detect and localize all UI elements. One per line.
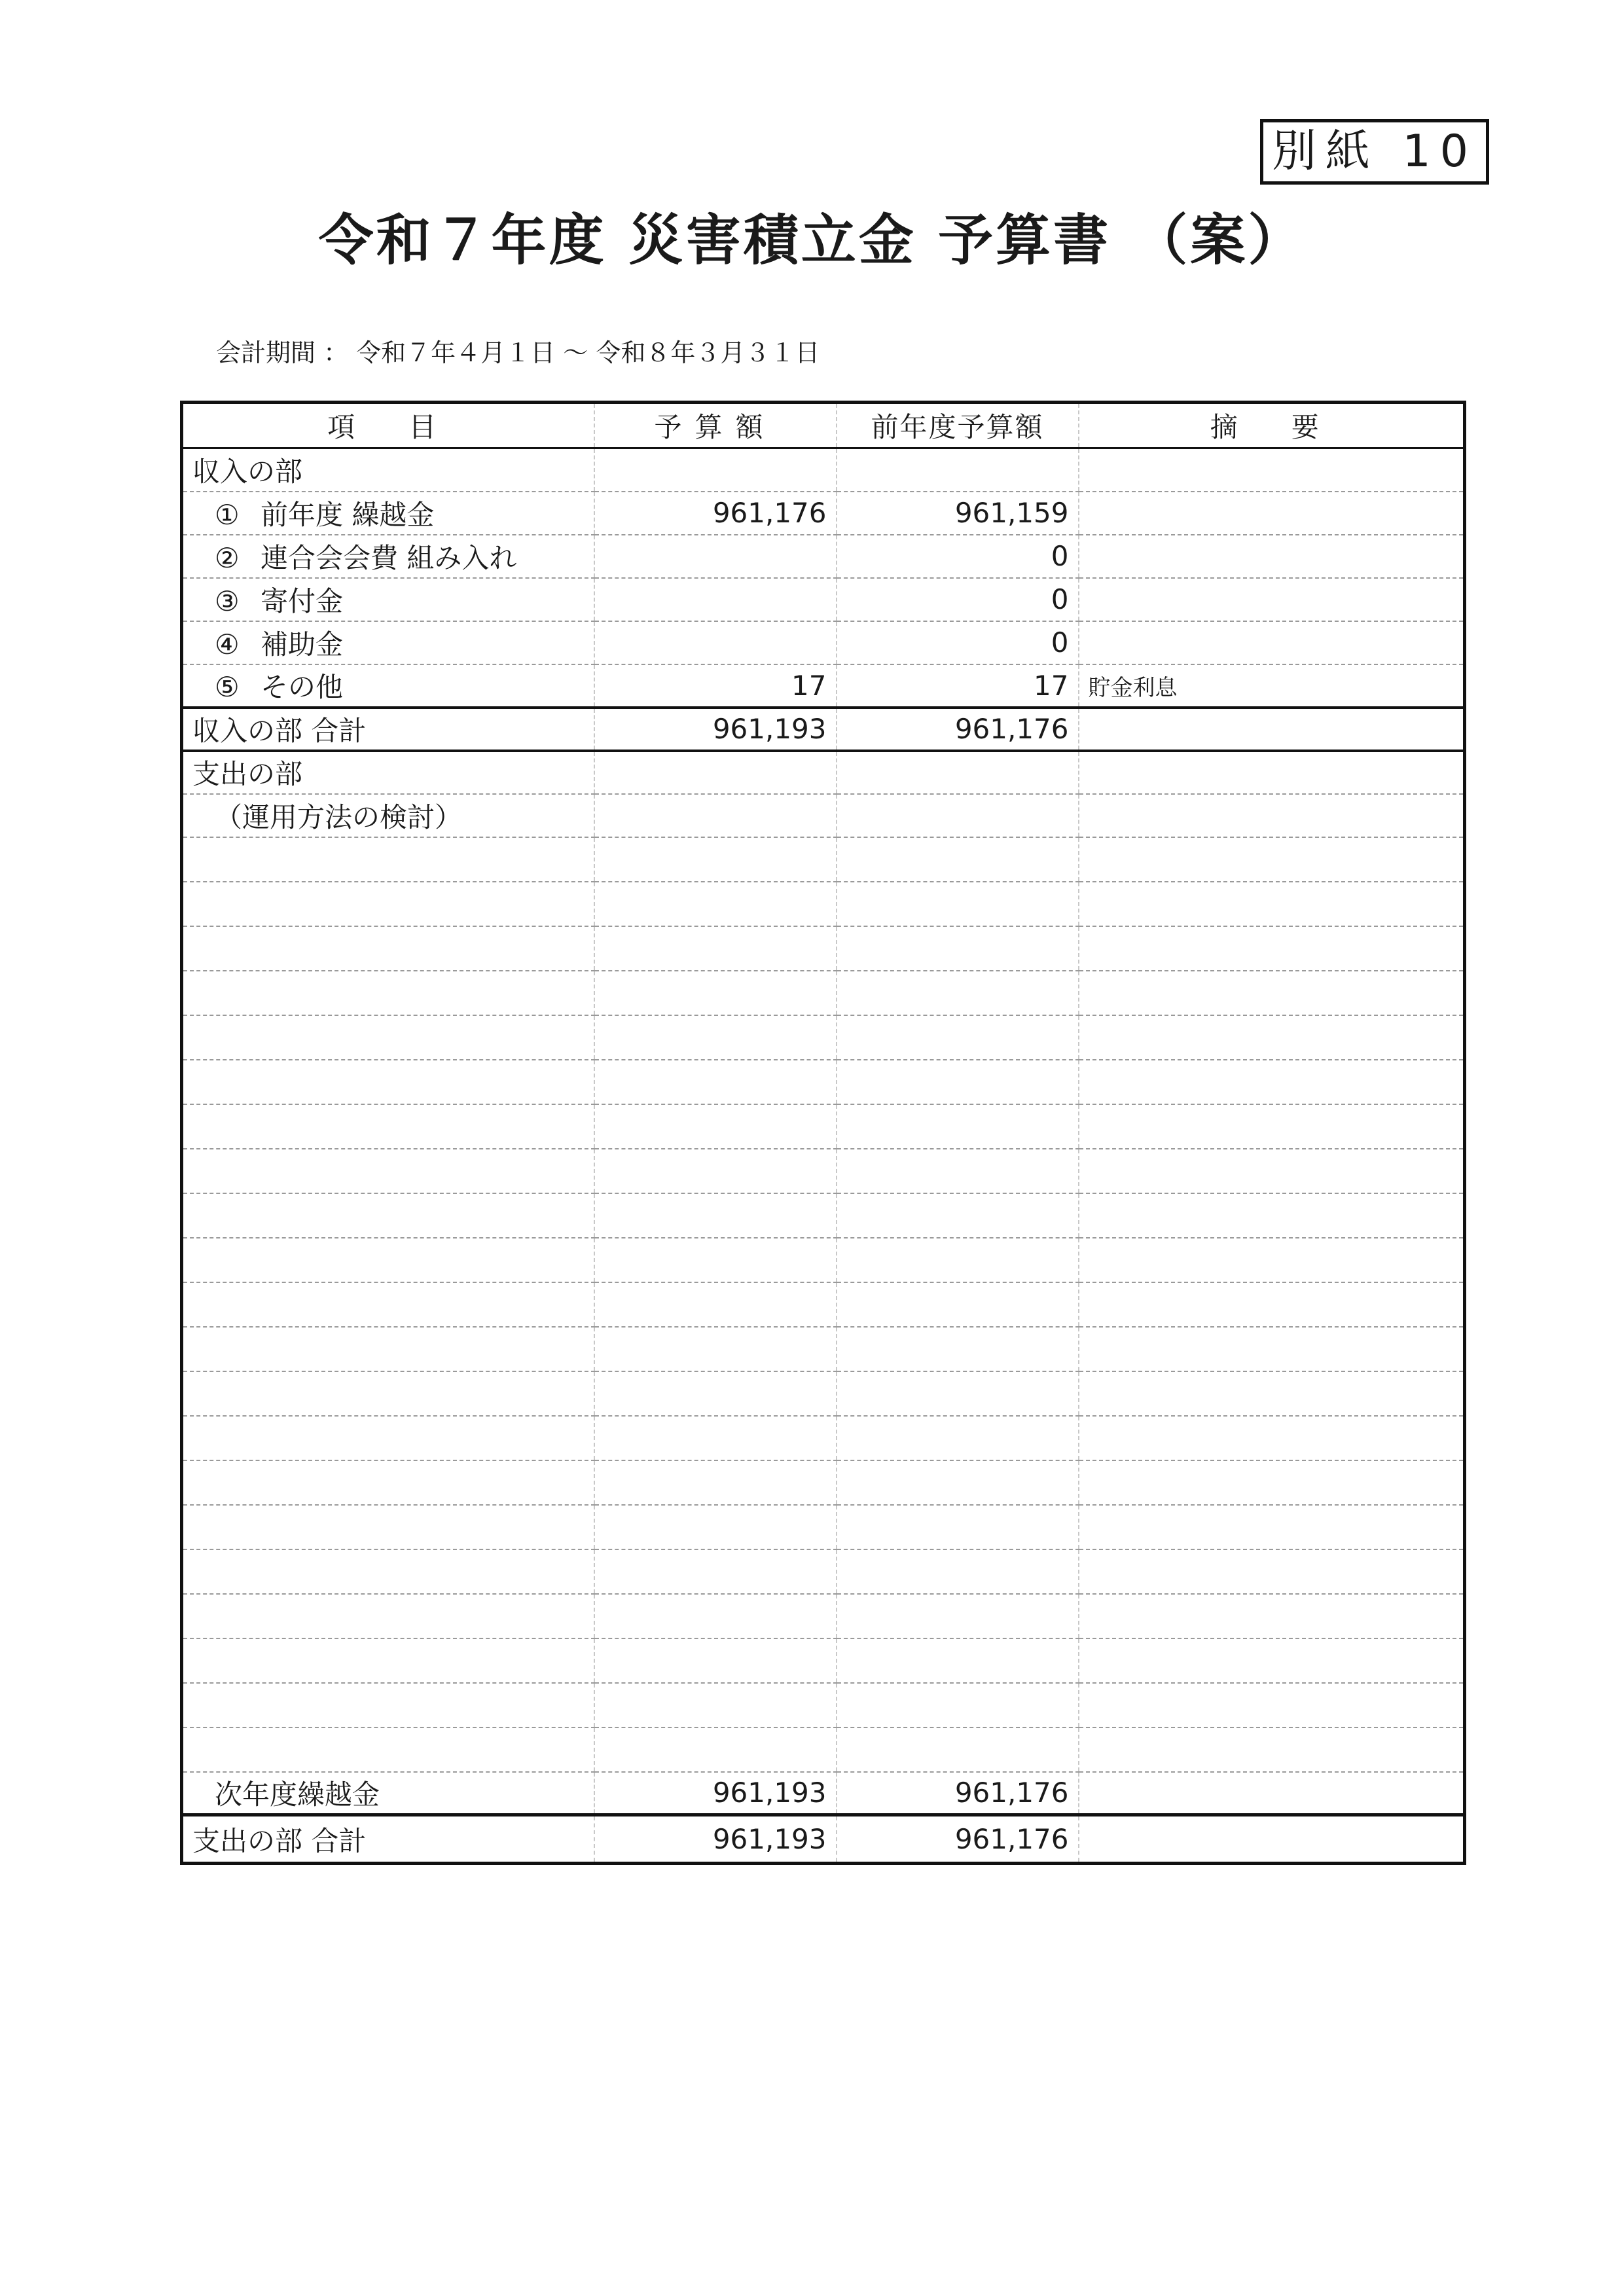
expense-note: （運用方法の検討） (182, 794, 594, 837)
blank-row (182, 971, 1465, 1015)
row-memo (1079, 535, 1465, 578)
header-row (182, 403, 1465, 448)
header-item: 項 目 (182, 403, 594, 448)
row-number: ③ (215, 585, 240, 617)
row-budget: 17 (594, 664, 837, 708)
expense-total-prev: 961,176 (837, 1815, 1079, 1864)
blank-row (182, 1683, 1465, 1727)
row-prev-budget: 0 (837, 535, 1079, 578)
blank-row (182, 1416, 1465, 1460)
row-prev-budget: 0 (837, 578, 1079, 621)
income-section-row (182, 448, 1465, 492)
carryover-row (182, 1772, 1465, 1815)
header-prev-budget: 前年度予算額 (837, 403, 1079, 448)
row-number: ④ (215, 628, 240, 660)
blank-row (182, 1727, 1465, 1772)
row-label: 寄付金 (261, 585, 344, 617)
table-row (182, 621, 1465, 664)
blank-row (182, 1371, 1465, 1416)
table-row (182, 535, 1465, 578)
table-row (182, 578, 1465, 621)
expense-total-row (182, 1815, 1465, 1864)
expense-total-label: 支出の部 合計 (182, 1815, 594, 1864)
income-section-label: 収入の部 (182, 448, 594, 492)
row-number: ② (215, 541, 240, 574)
row-label: 前年度 繰越金 (261, 498, 435, 531)
expense-note-row (182, 794, 1465, 837)
row-prev-budget: 17 (837, 664, 1079, 708)
expense-section-label: 支出の部 (182, 751, 594, 794)
carryover-budget: 961,193 (594, 1772, 837, 1815)
blank-row (182, 1505, 1465, 1549)
blank-row (182, 1549, 1465, 1594)
row-memo (1079, 492, 1465, 535)
blank-row (182, 1638, 1465, 1683)
blank-row (182, 1282, 1465, 1327)
row-budget (594, 535, 837, 578)
row-label: その他 (261, 671, 344, 703)
row-memo: 貯金利息 (1079, 664, 1465, 708)
blank-row (182, 1594, 1465, 1638)
blank-row (182, 1460, 1465, 1505)
attachment-label: 別紙 10 (1260, 119, 1489, 185)
blank-row (182, 837, 1465, 882)
expense-total-budget: 961,193 (594, 1815, 837, 1864)
row-budget (594, 621, 837, 664)
blank-row (182, 1193, 1465, 1238)
income-total-prev: 961,176 (837, 708, 1079, 751)
header-budget: 予算額 (594, 403, 837, 448)
row-prev-budget: 0 (837, 621, 1079, 664)
row-budget: 961,176 (594, 492, 837, 535)
row-budget (594, 578, 837, 621)
row-number: ① (215, 498, 240, 531)
budget-table (180, 401, 1466, 1865)
carryover-prev: 961,176 (837, 1772, 1079, 1815)
table-row (182, 492, 1465, 535)
row-number: ⑤ (215, 671, 240, 703)
income-total-label: 収入の部 合計 (182, 708, 594, 751)
blank-row (182, 926, 1465, 971)
expense-section-row (182, 751, 1465, 794)
blank-rows (182, 837, 1465, 1772)
blank-row (182, 1015, 1465, 1060)
row-label: 連合会会費 組み入れ (261, 541, 517, 574)
blank-row (182, 1238, 1465, 1282)
blank-row (182, 1060, 1465, 1104)
blank-row (182, 1327, 1465, 1371)
row-memo (1079, 621, 1465, 664)
header-memo: 摘 要 (1079, 403, 1465, 448)
table-row (182, 664, 1465, 708)
blank-row (182, 1104, 1465, 1149)
row-prev-budget: 961,159 (837, 492, 1079, 535)
row-label: 補助金 (261, 628, 344, 660)
accounting-period: 会計期間 ： 令和７年４月１日 ～ 令和８年３月３１日 (216, 338, 820, 367)
carryover-label: 次年度繰越金 (182, 1772, 594, 1815)
income-total-row (182, 708, 1465, 751)
document-title: 令和７年度 災害積立金 予算書 （案） (318, 208, 1306, 272)
row-memo (1079, 578, 1465, 621)
blank-row (182, 882, 1465, 926)
income-total-budget: 961,193 (594, 708, 837, 751)
blank-row (182, 1149, 1465, 1193)
